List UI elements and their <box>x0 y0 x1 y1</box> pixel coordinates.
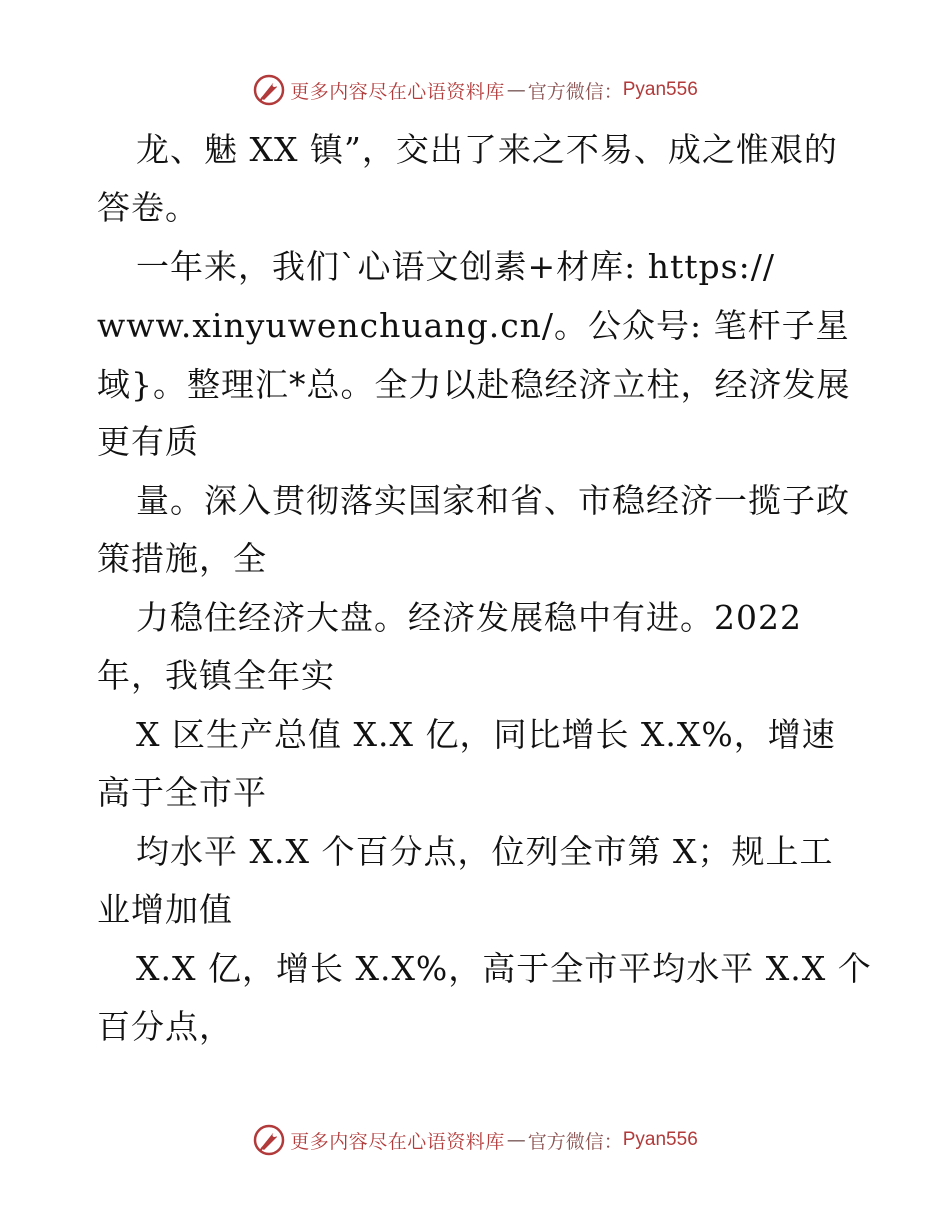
text-line: 高于全市平 <box>97 773 267 812</box>
text-line: 百分点， <box>97 1007 233 1046</box>
header-banner <box>0 70 950 110</box>
text-line: X 区生产总值 X.X 亿，同比增长 X.X%，增速 <box>136 715 836 754</box>
text-line: 策措施，全 <box>97 539 267 578</box>
text-line: 量。深入贯彻落实国家和省、市稳经济一揽子政 <box>136 481 850 520</box>
text-line: 一年来，我们`心语文创素+材库: https:// <box>136 247 775 286</box>
pen-nib-logo-icon <box>252 1123 286 1157</box>
banner-wechat-id: Pyan556 <box>622 1129 698 1150</box>
text-line: 答卷。 <box>97 188 199 227</box>
banner-title: 更多内容尽在心语资料库 <box>290 80 505 103</box>
banner-wechat-label: 官方微信： <box>527 80 623 103</box>
text-line: 更有质 <box>97 422 199 461</box>
footer-banner <box>0 1120 950 1160</box>
text-line: 年，我镇全年实 <box>97 656 335 695</box>
banner-title: 更多内容尽在心语资料库 <box>290 1130 505 1153</box>
banner-wechat-label: 官方微信： <box>527 1130 623 1153</box>
text-line: X.X 亿，增长 X.X%，高于全市平均水平 X.X 个 <box>136 949 872 988</box>
text-line: www.xinyuwenchuang.cn/。公众号: 笔杆子星 <box>97 306 850 345</box>
text-line: 力稳住经济大盘。经济发展稳中有进。2022 <box>136 598 802 637</box>
text-line: 均水平 X.X 个百分点，位列全市第 X；规上工 <box>136 832 834 871</box>
banner-separator: — <box>506 79 526 101</box>
text-line: 龙、魅 XX 镇”，交出了来之不易、成之惟艰的 <box>136 130 838 169</box>
pen-nib-logo-icon <box>252 73 286 107</box>
banner-separator: — <box>506 1129 526 1151</box>
text-line: 业增加值 <box>97 890 233 929</box>
banner-wechat-id: Pyan556 <box>622 79 698 100</box>
text-line: 域}。整理汇*总。全力以赴稳经济立柱，经济发展 <box>97 365 851 404</box>
